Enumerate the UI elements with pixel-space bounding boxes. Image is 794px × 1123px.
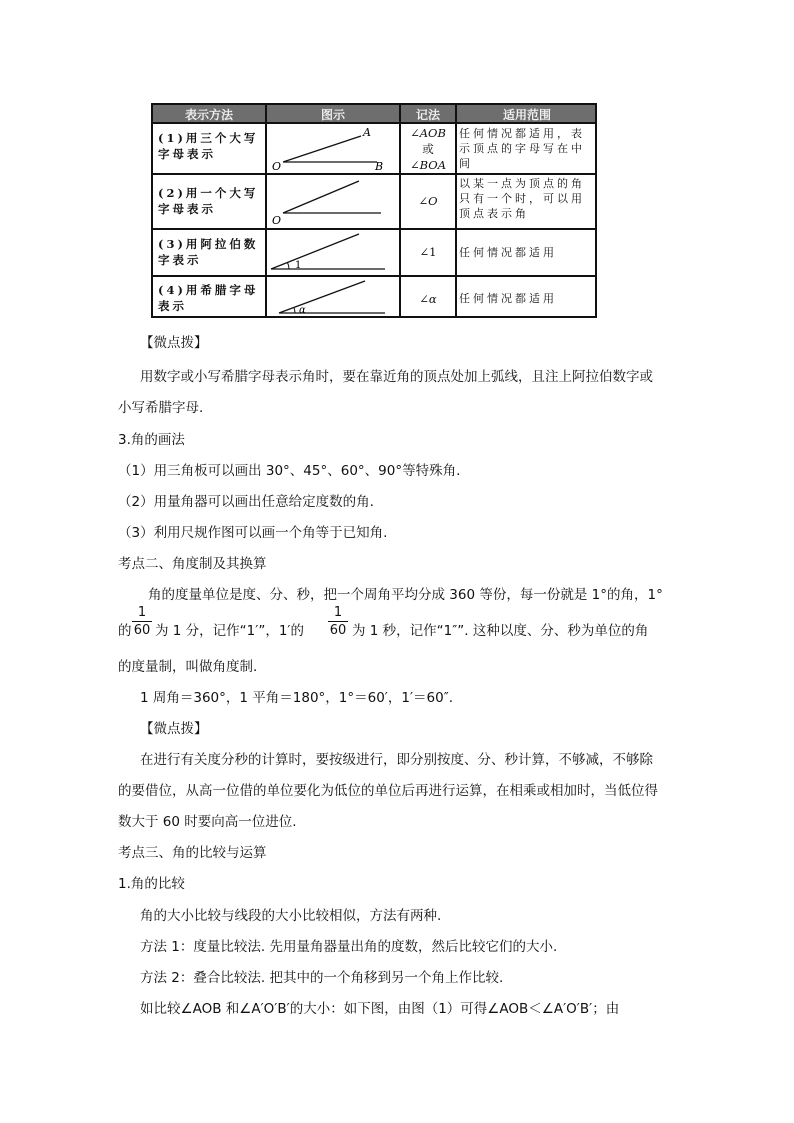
row4-notation: ∠α xyxy=(419,292,437,306)
tip2-heading: 【微点拨】 xyxy=(140,721,208,737)
tip1-line2: 小写希腊字母. xyxy=(118,400,204,416)
row4-method: (4)用希腊字母表示 xyxy=(158,283,259,313)
kp3-sub1: 1.角的比较 xyxy=(118,876,185,892)
tip1-heading: 【微点拨】 xyxy=(140,335,208,351)
section3-title: 3.角的画法 xyxy=(118,432,185,448)
row2-method: (2)用一个大写字母表示 xyxy=(158,186,259,216)
label-1: 1 xyxy=(295,260,302,271)
kp3-title: 考点三、角的比较与运算 xyxy=(118,845,267,861)
row3-notation: ∠1 xyxy=(419,245,437,259)
row4-figure xyxy=(269,277,397,317)
row1-method: (1)用三个大写字母表示 xyxy=(158,131,259,161)
tip1-line1: 用数字或小写希腊字母表示角时，要在靠近角的顶点处加上弧线，且注上阿拉伯数字或 xyxy=(140,369,653,385)
fraction-1-60-b: 1 60 xyxy=(329,605,347,638)
kp2-para3: 的度量制，叫做角度制. xyxy=(118,659,258,675)
section3-item1: （1）用三角板可以画出 30°、45°、60°、90°等特殊角. xyxy=(118,463,461,479)
row2-figure xyxy=(269,177,397,225)
section3-item2: （2）用量角器可以画出任意给定度数的角. xyxy=(118,494,374,510)
kp2-para2-a: 的 xyxy=(118,623,132,639)
fraction-1-60-a: 1 60 xyxy=(133,605,151,638)
header-method: 表示方法 xyxy=(184,108,233,122)
kp3-example: 如比较∠AOB 和∠A′O′B′的大小：如下图，由图（1）可得∠AOB＜∠A′O′B′；由 xyxy=(140,1001,620,1017)
header-scope: 适用范围 xyxy=(502,108,551,122)
row2-notation: ∠O xyxy=(418,194,438,208)
tip2-line3: 数大于 60 时要向高一位进位. xyxy=(118,814,297,830)
tip2-line2: 的要借位，从高一位借的单位要化为低位的单位后再进行运算，在相乘或相加时，当低位得 xyxy=(118,783,658,799)
kp2-para2-c: 为 1 秒，记作“1″”. 这种以度、分、秒为单位的角 xyxy=(352,623,649,639)
label-O-2: O xyxy=(272,214,282,225)
angle-notation-table xyxy=(151,103,597,318)
header-figure: 图示 xyxy=(320,108,345,122)
header-notation: 记法 xyxy=(415,108,440,122)
label-B: B xyxy=(375,160,384,171)
tip2-line1: 在进行有关度分秒的计算时，要按级进行，即分别按度、分、秒计算，不够减，不够除 xyxy=(140,752,653,768)
row4-scope: 任何情况都适用 xyxy=(459,292,557,305)
row1-figure xyxy=(269,125,397,171)
kp2-para2-b: 为 1 分，记作“1′”，1′的 xyxy=(155,623,304,639)
row3-figure xyxy=(269,231,397,273)
table-header xyxy=(153,105,595,122)
kp3-method1: 方法 1：度量比较法. 先用量角器量出角的度数，然后比较它们的大小. xyxy=(140,939,558,955)
kp2-title: 考点二、角度制及其换算 xyxy=(118,556,267,572)
section3-item3: （3）利用尺规作图可以画一个角等于已知角. xyxy=(118,525,388,541)
label-O: O xyxy=(272,160,282,171)
kp2-formula: 1 周角＝360°，1 平角＝180°，1°＝60′，1′＝60″. xyxy=(140,690,454,706)
label-A: A xyxy=(363,126,371,139)
row1-notation: ∠AOB 或 ∠BOA xyxy=(409,126,447,172)
row3-scope: 任何情况都适用 xyxy=(459,246,557,259)
kp3-method2: 方法 2：叠合比较法. 把其中的一个角移到另一个角上作比较. xyxy=(140,970,504,986)
row3-method: (3)用阿拉伯数字表示 xyxy=(158,237,259,267)
kp3-line1: 角的大小比较与线段的大小比较相似，方法有两种. xyxy=(140,908,442,924)
row1-scope: 任何情况都适用，表示顶点的字母写在中间 xyxy=(459,127,585,170)
row2-scope: 以某一点为顶点的角只有一个时，可以用顶点表示角 xyxy=(459,177,585,220)
kp2-para1: 角的度量单位是度、分、秒，把一个周角平均分成 360 等份，每一份就是 1°的角，1° xyxy=(148,587,663,603)
label-alpha: α xyxy=(299,305,306,316)
